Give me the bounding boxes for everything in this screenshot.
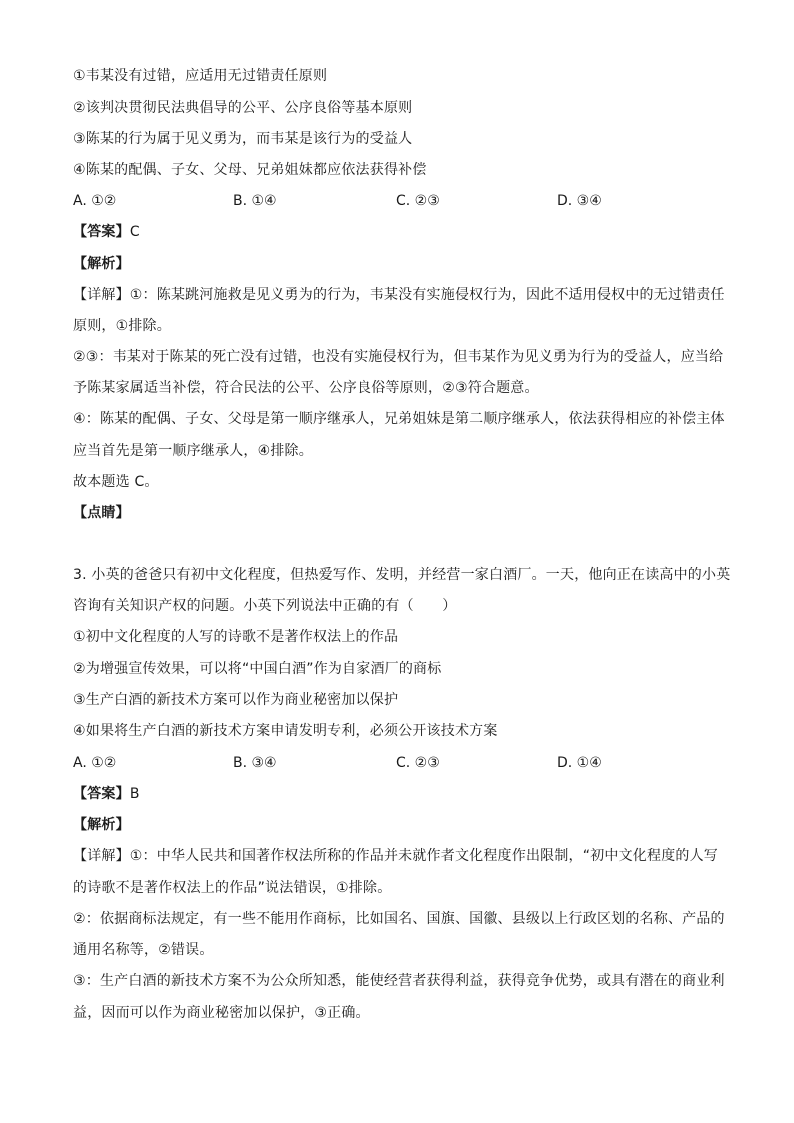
- option-c: C. ②③: [396, 193, 440, 209]
- option-d: D. ③④: [557, 193, 602, 209]
- answer-row: [73, 223, 140, 241]
- statement-1: ①韦某没有过错，应适用无过错责任原则: [73, 68, 328, 84]
- detail-line: 通用名称等，②错误。: [73, 942, 214, 958]
- option-b: B. ①④: [233, 193, 277, 209]
- statement-3: ③生产白酒的新技术方案可以作为商业秘密加以保护: [73, 692, 399, 708]
- detail-line: ②：依据商标法规定，有一些不能用作商标，比如国名、国旗、国徽、县级以上行政区划的名称、产品的: [73, 911, 725, 927]
- statement-2: ②为增强宣传效果，可以将“中国白酒”作为自家酒厂的商标: [73, 661, 442, 677]
- statement-2: ②该判决贯彻民法典倡导的公平、公序良俗等基本原则: [73, 100, 413, 116]
- analysis-label: 【解析】: [73, 817, 130, 833]
- detail-line: 的诗歌不是著作权法上的作品”说法错误，①排除。: [73, 880, 392, 896]
- option-d: D. ①④: [557, 755, 602, 771]
- detail-line: 予陈某家属适当补偿，符合民法的公平、公序良俗等原则，②③符合题意。: [73, 380, 539, 396]
- detail-line: ③：生产白酒的新技术方案不为公众所知悉，能使经营者获得利益，获得竞争优势，或具有潜在的商业利: [73, 973, 725, 989]
- question-line: 咨询有关知识产权的问题。小英下列说法中正确的有（ ）: [73, 598, 457, 614]
- option-a: A. ①②: [73, 193, 117, 209]
- question-line: 3. 小英的爸爸只有初中文化程度，但热爱写作、发明，并经营一家白酒厂。一天，他向正在读高中的小英: [73, 567, 731, 583]
- detail-line: 【详解】①：陈某跳河施救是见义勇为的行为，韦某没有实施侵权行为，因此不适用侵权中的无过错责任: [73, 287, 725, 303]
- analysis-label: 【解析】: [73, 256, 130, 272]
- detail-line: ④：陈某的配偶、子女、父母是第一顺序继承人，兄弟姐妹是第二顺序继承人，依法获得相应的补偿主体: [73, 411, 725, 427]
- detail-line: 原则，①排除。: [73, 318, 171, 334]
- detail-line: 【详解】①：中华人民共和国著作权法所称的作品并未就作者文化程度作出限制，“初中文化程度的人写: [73, 848, 719, 864]
- statement-4: ④陈某的配偶、子女、父母、兄弟姐妹都应依法获得补偿: [73, 162, 427, 178]
- statement-3: ③陈某的行为属于见义勇为，而韦某是该行为的受益人: [73, 131, 413, 147]
- conclusion: 故本题选 C。: [73, 474, 159, 490]
- detail-line: ②③：韦某对于陈某的死亡没有过错，也没有实施侵权行为，但韦某作为见义勇为行为的受益人，应当给: [73, 349, 724, 365]
- option-c: C. ②③: [396, 755, 440, 771]
- answer-label: 【答案】: [73, 224, 130, 240]
- option-b: B. ③④: [233, 755, 277, 771]
- answer-value: B: [129, 786, 140, 802]
- statement-4: ④如果将生产白酒的新技术方案申请发明专利，必须公开该技术方案: [73, 723, 498, 739]
- detail-line: 应当首先是第一顺序继承人，④排除。: [73, 443, 313, 459]
- answer-row: [73, 785, 140, 803]
- option-a: A. ①②: [73, 755, 117, 771]
- answer-value: C: [129, 224, 140, 240]
- detail-line: 益，因而可以作为商业秘密加以保护，③正确。: [73, 1005, 370, 1021]
- comment-label: 【点睛】: [73, 505, 130, 521]
- answer-label: 【答案】: [73, 786, 130, 802]
- statement-1: ①初中文化程度的人写的诗歌不是著作权法上的作品: [73, 629, 399, 645]
